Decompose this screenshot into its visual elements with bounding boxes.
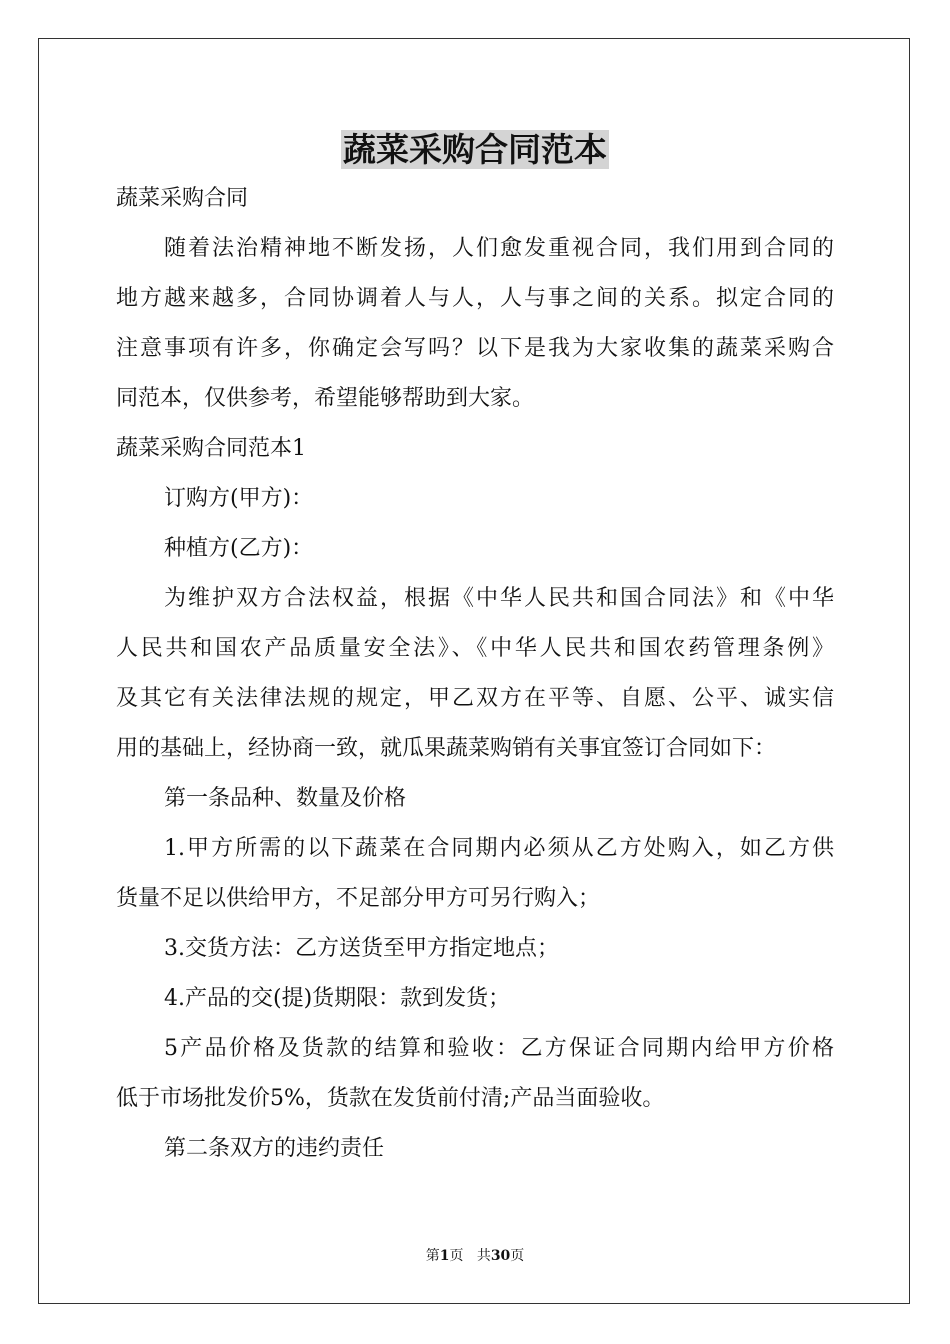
text-line: 注意事项有许多，你确定会写吗？以下是我为大家收集的蔬菜采购合 [116,336,834,361]
text-line: 低于市场批发价5%，货款在发货前付清;产品当面验收。 [116,1086,665,1111]
footer-total-pages: 30 [490,1248,511,1264]
document-title [0,126,950,174]
text-line: 3.交货方法：乙方送货至甲方指定地点； [164,936,559,961]
document-title-text: 蔬菜采购合同范本 [343,130,607,169]
document-body [116,174,834,1174]
text-line: 随着法治精神地不断发扬，人们愈发重视合同，我们用到合同的 [164,236,834,261]
text-line: 地方越来越多，合同协调着人与人，人与事之间的关系。拟定合同的 [116,286,834,311]
text-line: 人民共和国农产品质量安全法》、《中华人民共和国农药管理条例》 [116,636,834,661]
text-line: 订购方(甲方)： [164,486,314,511]
text-line: 及其它有关法律法规的规定，甲乙双方在平等、自愿、公平、诚实信 [116,686,834,711]
footer-page-number: 1 [439,1248,450,1264]
text-line: 5产品价格及货款的结算和验收：乙方保证合同期内给甲方价格 [164,1036,834,1061]
page-footer [0,1246,950,1266]
text-line: 货量不足以供给甲方，不足部分甲方可另行购入； [116,886,601,911]
text-line: 同范本，仅供参考，希望能够帮助到大家。 [116,386,535,411]
text-line: 第二条双方的违约责任 [164,1136,385,1161]
text-line: 种植方(乙方)： [164,536,314,561]
footer-total-unit: 页 [510,1248,525,1264]
text-line: 蔬菜采购合同范本1 [116,436,306,461]
footer-page-unit: 页 [449,1248,464,1264]
text-line: 第一条品种、数量及价格 [164,786,407,811]
text-line: 蔬菜采购合同 [116,186,249,211]
text-line: 用的基础上，经协商一致，就瓜果蔬菜购销有关事宜签订合同如下： [116,736,777,761]
footer-page-prefix: 第 [425,1248,440,1264]
text-line: 为维护双方合法权益，根据《中华人民共和国合同法》和《中华 [164,586,834,611]
text-line: 4.产品的交(提)货期限：款到发货； [164,986,511,1011]
footer-total-prefix: 共 [476,1248,491,1264]
text-line: 1.甲方所需的以下蔬菜在合同期内必须从乙方处购入，如乙方供 [164,836,834,861]
